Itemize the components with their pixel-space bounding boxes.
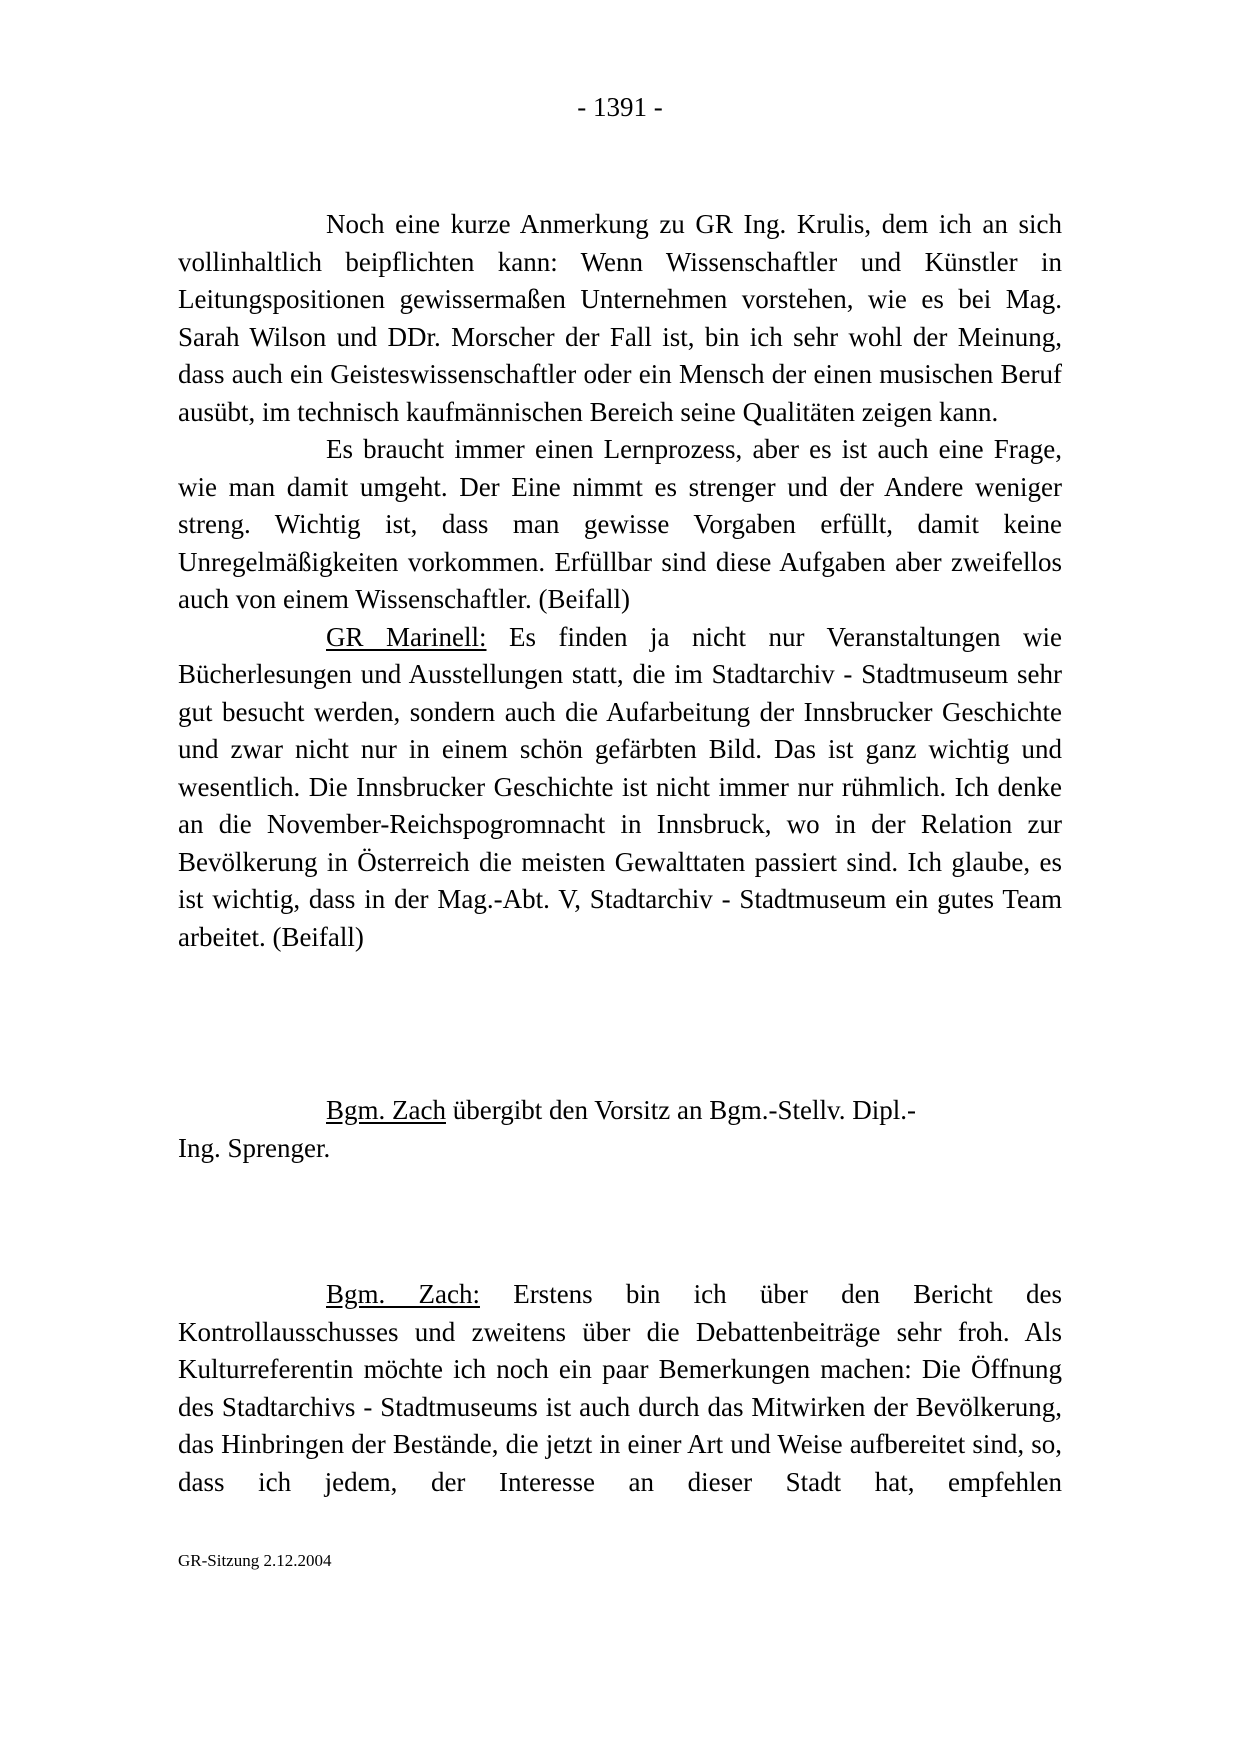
speaker-name: GR Marinell:: [326, 621, 487, 652]
paragraph: [178, 206, 1062, 431]
notice-line: [178, 1130, 1062, 1168]
chair-transfer-notice: [178, 1092, 1062, 1167]
speaker-name: Bgm. Zach:: [326, 1279, 480, 1309]
page-number: - 1391 -: [577, 92, 663, 122]
speech-block: [178, 206, 1062, 956]
speech-block: [178, 1276, 1062, 1501]
paragraph: [178, 431, 1062, 619]
notice-line: [178, 1092, 1062, 1130]
notice-text: Ing. Sprenger.: [178, 1132, 331, 1163]
notice-text: übergibt den Vorsitz an Bgm.-Stellv. Dipl.-: [445, 1095, 916, 1125]
paragraph: [178, 1276, 1062, 1501]
paragraph-text: Es finden ja nicht nur Veranstaltungen wie Bücherlesungen und Ausstellungen statt, die im Stadtarchiv - Stadtmuseum sehr gut besucht werden, sondern auch die Aufarbeitung der Innsbrucker Geschichte und zwar nicht nur in einem schön gefärbten Bild. Das ist ganz wichtig und wesentlich. Die Innsbrucker Geschichte ist nicht immer nur rühmlich. Ich denke an die November-Reichspogromnacht in Innsbruck, wo in der Relation zur Bevölkerung in Österreich die meisten Gewalttaten passiert sind. Ich glaube, es ist wichtig, dass in der Mag.-Abt. V, Stadtarchiv - Stadtmuseum ein gutes Team arbeitet. (Beifall): [178, 621, 1062, 952]
paragraph: [178, 619, 1062, 957]
paragraph-text: Noch eine kurze Anmerkung zu GR Ing. Krulis, dem ich an sich vollinhaltlich beipflichten kann: Wenn Wissenschaftler und Künstler in Leitungspositionen gewissermaßen Unternehmen vorstehen, wie es bei Mag. Sarah Wilson und DDr. Morscher der Fall ist, bin ich sehr wohl der Meinung, dass auch ein Geisteswissenschaftler oder ein Mensch der einen musischen Beruf ausübt, im technisch kaufmännischen Bereich seine Qualitäten zeigen kann.: [178, 209, 1062, 427]
paragraph-text: Erstens bin ich über den Bericht des Kontrollausschusses und zweitens über die Debattenbeiträge sehr froh. Als Kulturreferentin möchte ich noch ein paar Bemerkungen machen: Die Öffnung des Stadtarchivs - Stadtmuseums ist auch durch das Mitwirken der Bevölkerung, das Hinbringen der Bestände, die jetzt in einer Art und Weise aufbereitet sind, so, dass ich jedem, der Interesse an dieser Stadt hat, empfehlen: [178, 1279, 1062, 1497]
footer: GR-Sitzung 2.12.2004: [178, 1551, 332, 1570]
speaker-name: Bgm. Zach: [326, 1095, 446, 1125]
paragraph-text: Es braucht immer einen Lernprozess, aber es ist auch eine Frage, wie man damit umgeht. Der Eine nimmt es strenger und der Andere weniger streng. Wichtig ist, dass man gewisse Vorgaben erfüllt, damit keine Unregelmäßigkeiten vorkommen. Erfüllbar sind diese Aufgaben aber zweifellos auch von einem Wissenschaftler. (Beifall): [178, 434, 1062, 614]
